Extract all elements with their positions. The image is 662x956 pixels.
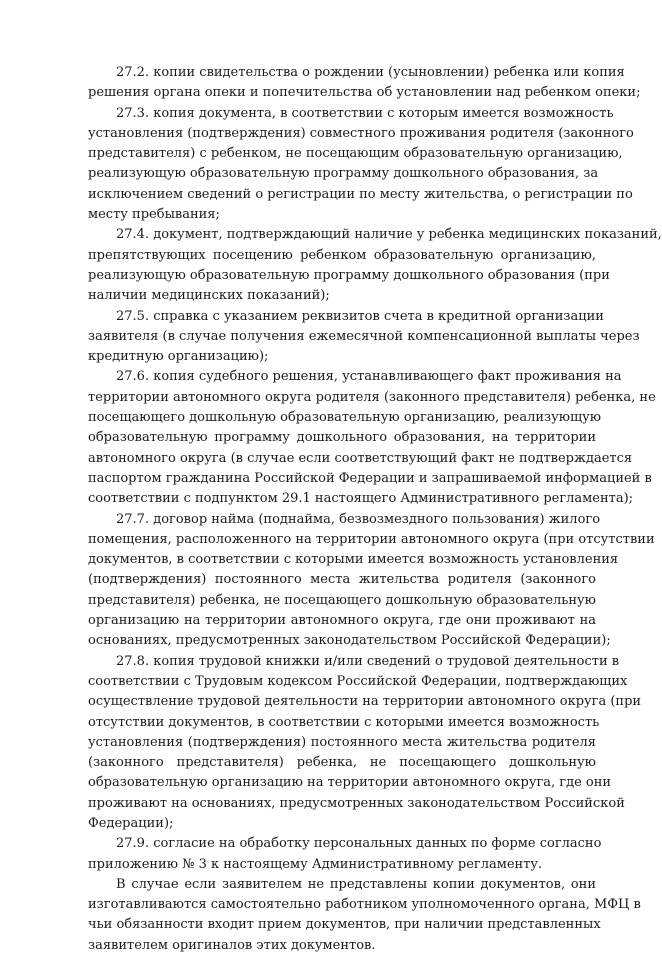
text-line: соответствии с Трудовым кодексом Российской Федерации, подтверждающих	[88, 673, 628, 689]
text-line: образовательную организацию на территории автономного округа, где они	[88, 775, 612, 791]
paragraph-27-7	[88, 510, 655, 652]
text-line: реализующую образовательную программу дошкольного образования, за	[88, 166, 599, 182]
text-line: 27.9. согласие на обработку персональных данных по форме согласно	[116, 836, 602, 852]
text-line: исключением сведений о регистрации по месту жительства, о регистрации по	[88, 186, 633, 202]
text-line: 27.5. справка с указанием реквизитов счета в кредитной организации	[116, 308, 604, 324]
text-line: реализующую образовательную программу дошкольного образования (при	[88, 267, 610, 283]
paragraph-27-9	[88, 834, 602, 875]
paragraph-27-5	[88, 307, 640, 368]
text-line: заявителем оригиналов этих документов.	[88, 937, 376, 953]
text-line: организацию на территории автономного округа, где они проживают на	[88, 613, 596, 629]
text-line: чьи обязанности входит прием документов, при наличии представленных	[88, 917, 601, 933]
text-line: изготавливаются самостоятельно работником уполномоченного органа, МФЦ в	[88, 897, 641, 913]
text-line: отсутствии документов, в соответствии с которыми имеется возможность	[88, 714, 600, 730]
text-line: документов, в соответствии с которыми имеется возможность установления	[88, 552, 619, 568]
text-line: образовательную программу дошкольного образования, на территории	[88, 430, 596, 446]
text-line: установления (подтверждения) совместного проживания родителя (законного	[88, 125, 634, 141]
text-line: соответствии с подпунктом 29.1 настоящего Административного регламента);	[88, 491, 634, 507]
text-line: кредитную организацию);	[88, 349, 269, 365]
text-line: представителя) с ребенком, не посещающим образовательную организацию,	[88, 146, 623, 162]
text-line: заявителя (в случае получения ежемесячной компенсационной выплаты через	[88, 328, 640, 344]
text-line: приложению № 3 к настоящему Административному регламенту.	[88, 856, 543, 872]
text-line: решения органа опеки и попечительства об установлении над ребенком опеки;	[88, 85, 641, 101]
paragraph-27-8	[88, 652, 642, 835]
text-line: основаниях, предусмотренных законодательством Российской Федерации);	[88, 633, 611, 649]
text-line: паспортом гражданина Российской Федерации и запрашиваемой информацией в	[88, 470, 652, 486]
text-line: (подтверждения) постоянного места жительства родителя (законного	[88, 572, 596, 588]
text-line: проживают на основаниях, предусмотренных законодательством Российской	[88, 795, 625, 811]
text-line: Федерации);	[88, 815, 174, 831]
paragraph-27-6	[88, 367, 656, 509]
text-line: автономного округа (в случае если соответствующий факт не подтверждается	[88, 450, 633, 466]
text-line: (законного представителя) ребенка, не посещающего дошкольную	[88, 755, 596, 771]
text-line: помещения, расположенного на территории автономного округа (при отсутствии	[88, 531, 655, 547]
text-line: представителя) ребенка, не посещающего дошкольную образовательную	[88, 592, 596, 608]
text-line: 27.6. копия судебного решения, устанавливающего факт проживания на	[116, 369, 622, 385]
text-line: В случае если заявителем не представлены копии документов, они	[116, 876, 596, 892]
text-line: 27.4. документ, подтверждающий наличие у ребенка медицинских показаний,	[116, 227, 662, 243]
text-line: наличии медицинских показаний);	[88, 288, 330, 304]
text-line: месту пребывания;	[88, 207, 220, 223]
paragraph-closing	[88, 875, 641, 956]
text-line: посещающего дошкольную образовательную организацию, реализующую	[88, 410, 602, 426]
paragraph-27-4	[88, 225, 662, 306]
text-line: 27.8. копия трудовой книжки и/или сведений о трудовой деятельности в	[116, 653, 620, 669]
text-line: установления (подтверждения) постоянного места жительства родителя	[88, 734, 596, 750]
text-line: препятствующих посещению ребенком образовательную организацию,	[88, 247, 596, 263]
paragraph-27-3	[88, 104, 634, 226]
text-line: 27.2. копии свидетельства о рождении (усыновлении) ребенка или копия	[116, 65, 625, 80]
text-line: территории автономного округа родителя (законного представителя) ребенка, не	[88, 389, 656, 405]
text-line: 27.7. договор найма (поднайма, безвозмездного пользования) жилого	[116, 511, 601, 527]
paragraph-27-2	[88, 63, 641, 104]
text-line: 27.3. копия документа, в соответствии с которым имеется возможность	[116, 105, 614, 121]
text-line: осуществление трудовой деятельности на территории автономного округа (при	[88, 694, 642, 710]
document-page	[88, 63, 662, 956]
